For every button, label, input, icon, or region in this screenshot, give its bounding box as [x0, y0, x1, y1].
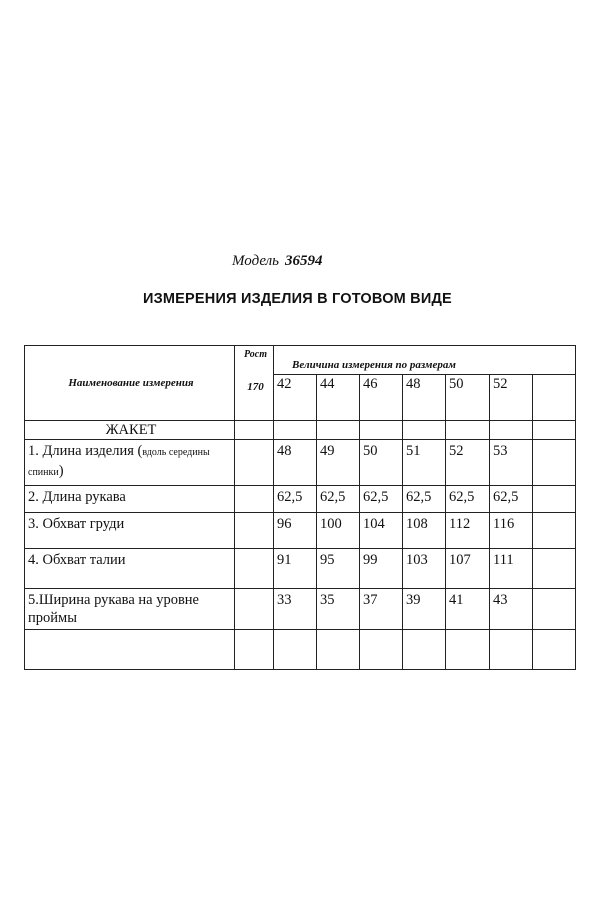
- size-cell: 50: [446, 375, 490, 421]
- value-cell: 37: [360, 589, 403, 630]
- empty-cell: [533, 549, 576, 589]
- value-cell: 39: [403, 589, 446, 630]
- value-cell: 49: [317, 440, 360, 486]
- empty-cell: [274, 421, 317, 440]
- size-cell: 48: [403, 375, 446, 421]
- value-cell: 99: [360, 549, 403, 589]
- empty-cell: [235, 440, 274, 486]
- value-cell: 62,5: [317, 486, 360, 513]
- empty-cell: [235, 486, 274, 513]
- value-cell: 103: [403, 549, 446, 589]
- header-growth-cell: [235, 346, 274, 421]
- value-cell: 116: [490, 513, 533, 549]
- value-cell: 95: [317, 549, 360, 589]
- value-cell: 62,5: [490, 486, 533, 513]
- value-cell: 53: [490, 440, 533, 486]
- empty-cell: [490, 421, 533, 440]
- model-label: [232, 253, 323, 270]
- empty-cell: [317, 630, 360, 670]
- measurements-table: [24, 345, 576, 670]
- empty-cell: [533, 486, 576, 513]
- value-cell: 41: [446, 589, 490, 630]
- size-cell: 52: [490, 375, 533, 421]
- empty-cell: [235, 589, 274, 630]
- section-label: ЖАКЕТ: [25, 421, 235, 440]
- page-title: ИЗМЕРЕНИЯ ИЗДЕЛИЯ В ГОТОВОМ ВИДЕ: [143, 291, 452, 307]
- value-cell: 35: [317, 589, 360, 630]
- table-row: [25, 513, 576, 549]
- empty-cell: [533, 589, 576, 630]
- empty-cell: [235, 513, 274, 549]
- size-cell: 46: [360, 375, 403, 421]
- empty-cell: [446, 421, 490, 440]
- row-note: вдоль середины спинки: [28, 447, 210, 478]
- value-cell: 62,5: [274, 486, 317, 513]
- empty-cell: [360, 630, 403, 670]
- empty-cell: [274, 630, 317, 670]
- empty-row: [25, 630, 576, 670]
- value-cell: 108: [403, 513, 446, 549]
- empty-cell: [317, 421, 360, 440]
- value-cell: 104: [360, 513, 403, 549]
- header-row: [25, 346, 576, 375]
- value-cell: 43: [490, 589, 533, 630]
- model-label-text: Модель: [232, 253, 280, 269]
- size-cell: 42: [274, 375, 317, 421]
- row-name-cell: [25, 440, 235, 486]
- header-growth-label: Рост: [244, 349, 267, 360]
- row-name: 5.Ширина рукава на уровне проймы: [25, 589, 235, 630]
- size-cell: 44: [317, 375, 360, 421]
- table-row: [25, 486, 576, 513]
- header-name-cell: Наименование измерения: [25, 346, 235, 421]
- empty-cell: [235, 421, 274, 440]
- value-cell: 96: [274, 513, 317, 549]
- empty-cell: [235, 549, 274, 589]
- value-cell: 62,5: [446, 486, 490, 513]
- empty-cell: [403, 630, 446, 670]
- empty-cell: [533, 630, 576, 670]
- row-name: 2. Длина рукава: [25, 486, 235, 513]
- empty-cell: [533, 513, 576, 549]
- table-row: [25, 440, 576, 486]
- row-name: 3. Обхват груди: [25, 513, 235, 549]
- value-cell: 51: [403, 440, 446, 486]
- value-cell: 107: [446, 549, 490, 589]
- empty-cell: [25, 630, 235, 670]
- value-cell: 50: [360, 440, 403, 486]
- table-row: [25, 549, 576, 589]
- header-value-cell: Величина измерения по размерам: [274, 346, 576, 375]
- empty-cell: [533, 375, 576, 421]
- value-cell: 33: [274, 589, 317, 630]
- empty-cell: [235, 630, 274, 670]
- empty-cell: [533, 440, 576, 486]
- row-name-end: ): [58, 463, 64, 479]
- value-cell: 112: [446, 513, 490, 549]
- empty-cell: [490, 630, 533, 670]
- empty-cell: [446, 630, 490, 670]
- empty-cell: [403, 421, 446, 440]
- value-cell: 91: [274, 549, 317, 589]
- growth-value: 170: [247, 381, 264, 393]
- empty-cell: [360, 421, 403, 440]
- value-cell: 111: [490, 549, 533, 589]
- row-name: 4. Обхват талии: [25, 549, 235, 589]
- value-cell: 48: [274, 440, 317, 486]
- empty-cell: [533, 421, 576, 440]
- value-cell: 52: [446, 440, 490, 486]
- model-number: 36594: [285, 253, 323, 269]
- value-cell: 100: [317, 513, 360, 549]
- table-row: [25, 589, 576, 630]
- value-cell: 62,5: [360, 486, 403, 513]
- section-row: [25, 421, 576, 440]
- row-name: 1. Длина изделия (: [28, 443, 143, 459]
- value-cell: 62,5: [403, 486, 446, 513]
